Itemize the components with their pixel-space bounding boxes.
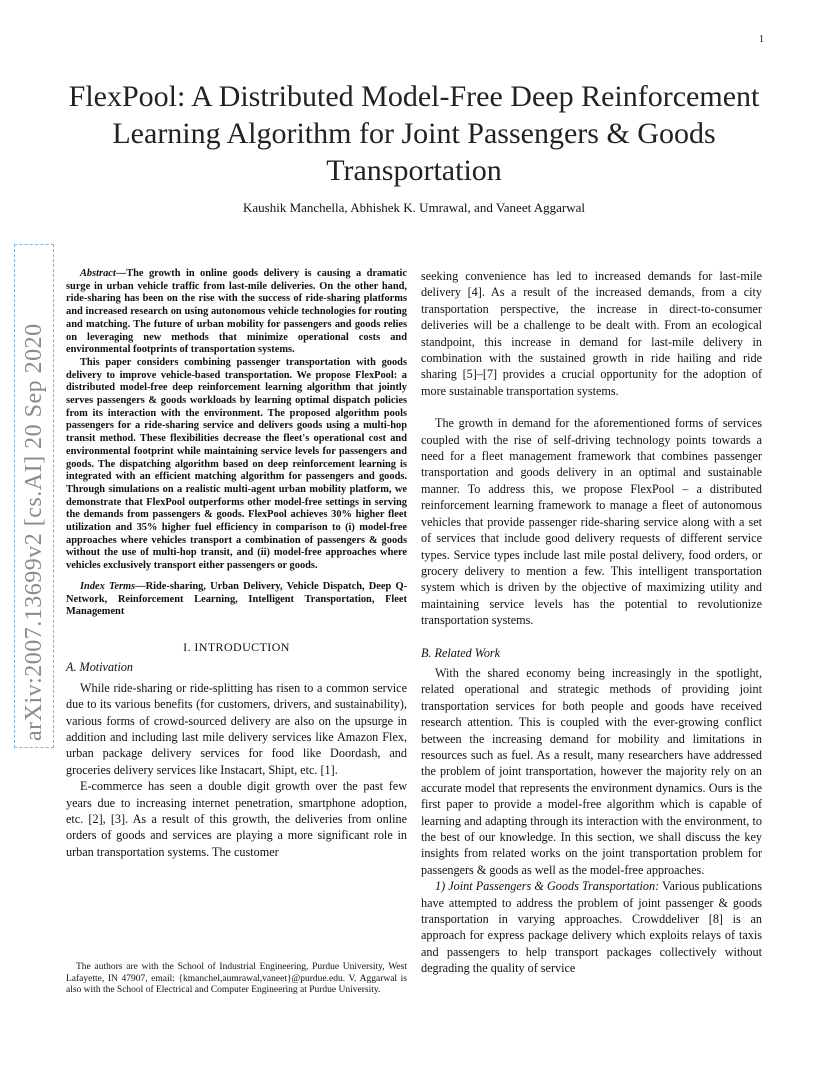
abstract — [66, 268, 407, 573]
abstract-lead: Abstract — [80, 268, 116, 279]
subsection-heading-related-work: B. Related Work — [421, 645, 501, 660]
author-list: Kaushik Manchella, Abhishek K. Umrawal, and Vaneet Aggarwal — [242, 200, 585, 215]
right-paragraph-4-text: Various publications have attempted to address the problem of joint passenger & goods transportation in varying approaches. Crowddeliver [8] is an approach for express package delivery which exploits relays of taxis and passengers to help transport packages collectively without degrading the quality of service — [421, 879, 762, 976]
index-terms-lead: Index Terms — [80, 580, 136, 592]
abstract-paragraph-2: This paper considers combining passenger transportation with goods delivery to improve vehicle-based transportation. We propose FlexPool: a distributed model-free deep reinforcement learning algorithm that jointly serves passengers & goods workloads by learning optimal dispatch policies from its interaction with the environment. The proposed algorithm pools passengers for a ride-sharing service and delivers goods using a multi-hop transit method. These flexibilities decrease the fleet's operational cost and environmental footprint while maintaining service levels for passengers and goods. The dispatching algorithm based on deep reinforcement learning is integrated with an efficient matching algorithm for passengers and goods. Through simulations on a realistic multi-agent urban mobility platform, we demonstrate that FlexPool outperforms other model-free settings in serving the demands from passengers & goods. FlexPool achieves 30% higher fleet utilization and 35% higher fuel efficiency in comparison to (i) model-free approaches where vehicles transport a combination of passengers & goods without the use of multi-hop transit, and (ii) model-free approaches where vehicles exclusively transport either passengers or goods. — [66, 356, 407, 572]
abstract-text-1: —The growth in online goods delivery is causing a dramatic surge in urban vehicle traffic from last-mile deliveries. On the other hand, ride-sharing has been on the rise with the success of ride-sharing platforms and increased research on using autonomous vehicle technologies for routing and matching. The future of urban mobility for passengers and goods relies on leveraging new methods that minimize operational costs and environmental footprints of transportation systems. — [66, 268, 407, 356]
index-terms — [66, 581, 407, 619]
right-paragraph-1: seeking convenience has led to increased demands for last-mile delivery [4]. As a result of the increased demands, from a city transportation perspective, the increase in direct-to-consumer deliveries will be a challenge to be dealt with. From an ecological standpoint, this increase in demand for last-mile delivery in combination with the sustained growth in ride hailing and ride sharing [5]–[7] provides a crucial opportunity for the adoption of more sustainable transportation systems. — [421, 269, 762, 398]
right-paragraph-2: The growth in demand for the aforementioned forms of services coupled with the rise of self-driving technology points towards a need for a fleet management framework that combines passenger transportation and goods delivery in an optimal and sustainable manner. To address this, we propose FlexPool – a distributed reinforcement learning framework to manage a fleet of autonomous vehicles that provide passenger ride-sharing service along with a set of services that include good delivery requests of different service types. Service types include last mile postal delivery, food orders, or grocery delivery to mention a few. This intelligent transportation system which is driven by the objective of maximizing utility and maintaining service levels has the potential to revolutionize transportation systems. — [421, 416, 762, 628]
index-terms-text: —Ride-sharing, Urban Delivery, Vehicle Dispatch, Deep Q-Network, Reinforcement Learning, Intelligent Transportation, Fleet Management — [66, 580, 407, 618]
footnote — [66, 962, 407, 997]
footnote-text: The authors are with the School of Industrial Engineering, Purdue University, West Lafayette, IN 47907, email: {kmanchel,aumrawal,vaneet}@purdue.edu. V. Aggarwal is also with the School of Electrical and Computer Engineering at Purdue University. — [66, 962, 407, 996]
abstract-paragraph-1 — [66, 268, 407, 357]
right-paragraph-3: With the shared economy being increasingly in the spotlight, related operational and strategic methods of providing joint transportation services for both people and goods have received research attention. This is coupled with the ever-growing conflict between the increasing demand for mobility and limitations in resources such as fuel. As a result, many researchers have addressed the problem of joint transportation, however the majority rely on an accurate model that represents the environment dynamics. Ours is the first paper to provide a model-free algorithm which is capable of learning and adapting through its interaction with the environment, to the best of our knowledge. In this section, we shall discuss the key insights from related works on the joint transportation problem for passengers & goods as well as the model-free approaches. — [421, 665, 762, 877]
intro-paragraph-2: E-commerce has seen a double digit growth over the past few years due to increasing internet penetration, smartphone adoption, etc. [2], [3]. As a result of this growth, the deliveries from online orders of goods and services are playing a more significant role in urban transportation systems. The customer — [66, 779, 407, 859]
right-column — [421, 268, 762, 977]
right-paragraph-4 — [421, 878, 762, 976]
arxiv-stamp: arXiv:2007.13699v2 [cs.AI] 20 Sep 2020 — [14, 244, 54, 748]
subsubsection-heading-joint: 1) Joint Passengers & Goods Transportation: — [435, 879, 660, 894]
page-number: 1 — [759, 34, 764, 45]
left-column — [66, 268, 407, 860]
subsection-heading-motivation: A. Motivation — [66, 660, 134, 675]
section-heading-introduction: I. INTRODUCTION — [183, 639, 290, 654]
paper-title: FlexPool: A Distributed Model-Free Deep Reinforcement Learning Algorithm for Joint Passengers & Goods Transportation — [68, 80, 760, 187]
intro-paragraph-1: While ride-sharing or ride-splitting has risen to a common service due to its various benefits (for customers, drivers, and sustainability), various forms of crowd-sourced delivery are also on the upsurge in addition and including last mile delivery services like Amazon Flex, urban package delivery services for food like Doordash, and groceries delivery services like Instacart, Shipt, etc. [1]. — [66, 680, 407, 777]
